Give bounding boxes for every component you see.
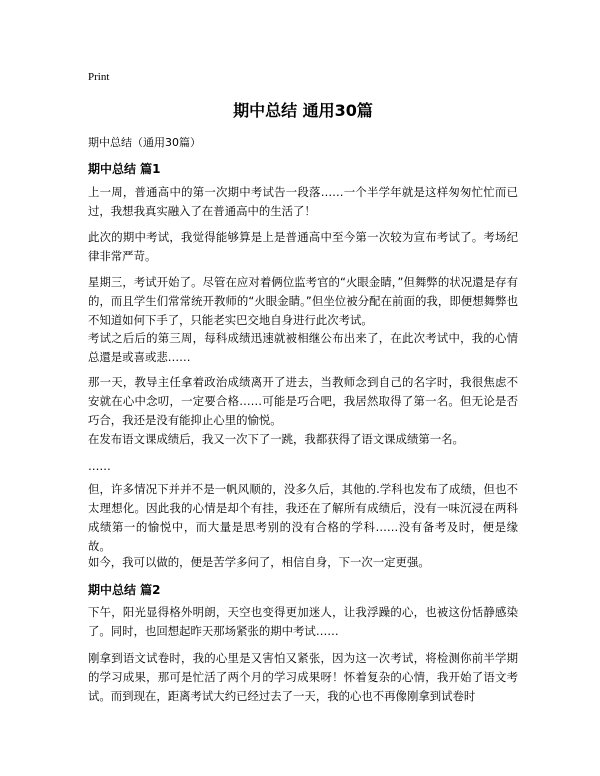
paragraph: 考试之后后的第三周，每科成绩迅速就被相继公布出来了，在此次考试中，我的心情总還是或喜或悲……	[88, 331, 518, 364]
paragraph: 下午，阳光显得格外明朗，天空也变得更加迷人，让我浮躁的心，也被这份恬静感染了。同时，也回想起昨天那场紧张的期中考试……	[88, 605, 518, 638]
paragraph: 刚拿到语文试卷时，我的心里是又害怕又紧张，因为这一次考试，将检测你前半学期的学习成果，那可是忙活了两个月的学习成果呀！怀着复杂的心情，我开始了语文考试。而到现在，距离考试大约已经过去了一天，我的心也不再像刚拿到试卷时	[88, 651, 518, 703]
paragraph: 此次的期中考试，我觉得能够算是上是普通高中至今第一次较为宣布考试了。考场纪律非常严苛。	[88, 230, 518, 263]
document-subtitle: 期中总结（通用30篇）	[88, 136, 201, 149]
paragraph: 那一天，教导主任拿着政治成绩离开了进去，当教师念到自己的名字时，我很焦虑不安就在心中念叨，一定要合格……可能是巧合吧，我居然取得了第一名。但无论是否巧合，我还是没有能抑止心里的愉悦。	[88, 375, 518, 427]
paragraph: 在发布语文课成绩后，我又一次下了一跳，我都获得了语文课成绩第一名。	[88, 432, 464, 446]
paragraph: 但，许多情况下并并不是一帆风顺的，没多久后，其他的.学科也发布了成绩，但也不太理想化。因此我的心情是却个有挂，我还在了解所有成绩后，没有一味沉浸在两科成绩第一的愉悦中，而大量是思考别的没有合格的学科……没有备考及时，便是缘故。	[88, 482, 518, 553]
ellipsis-line: ……	[88, 459, 111, 473]
paragraph: 上一周，普通高中的第一次期中考试告一段落……一个半学年就是这样匆匆忙忙而已过，我想我真实融入了在普通高中的生活了！	[88, 185, 518, 218]
paragraph: 如今，我可以做的，便是苦学多问了，相信自身，下一次一定更强。	[88, 555, 430, 569]
paragraph: 星期三，考试开始了。尽管在应对着俩位监考官的“火眼金睛，”但舞弊的状况還是存有的，而且学生们常常统开教师的“火眼金睛。”但坐位被分配在前面的我，即便想舞弊也不知道如何下手了，只能老实巴交地自身进行此次考试。	[88, 275, 518, 327]
print-label[interactable]: Print	[88, 71, 110, 83]
section-heading-2: 期中总结 篇2	[88, 583, 161, 597]
section-heading-1: 期中总结 篇1	[88, 162, 161, 176]
page-title: 期中总结 通用30篇	[233, 101, 373, 120]
